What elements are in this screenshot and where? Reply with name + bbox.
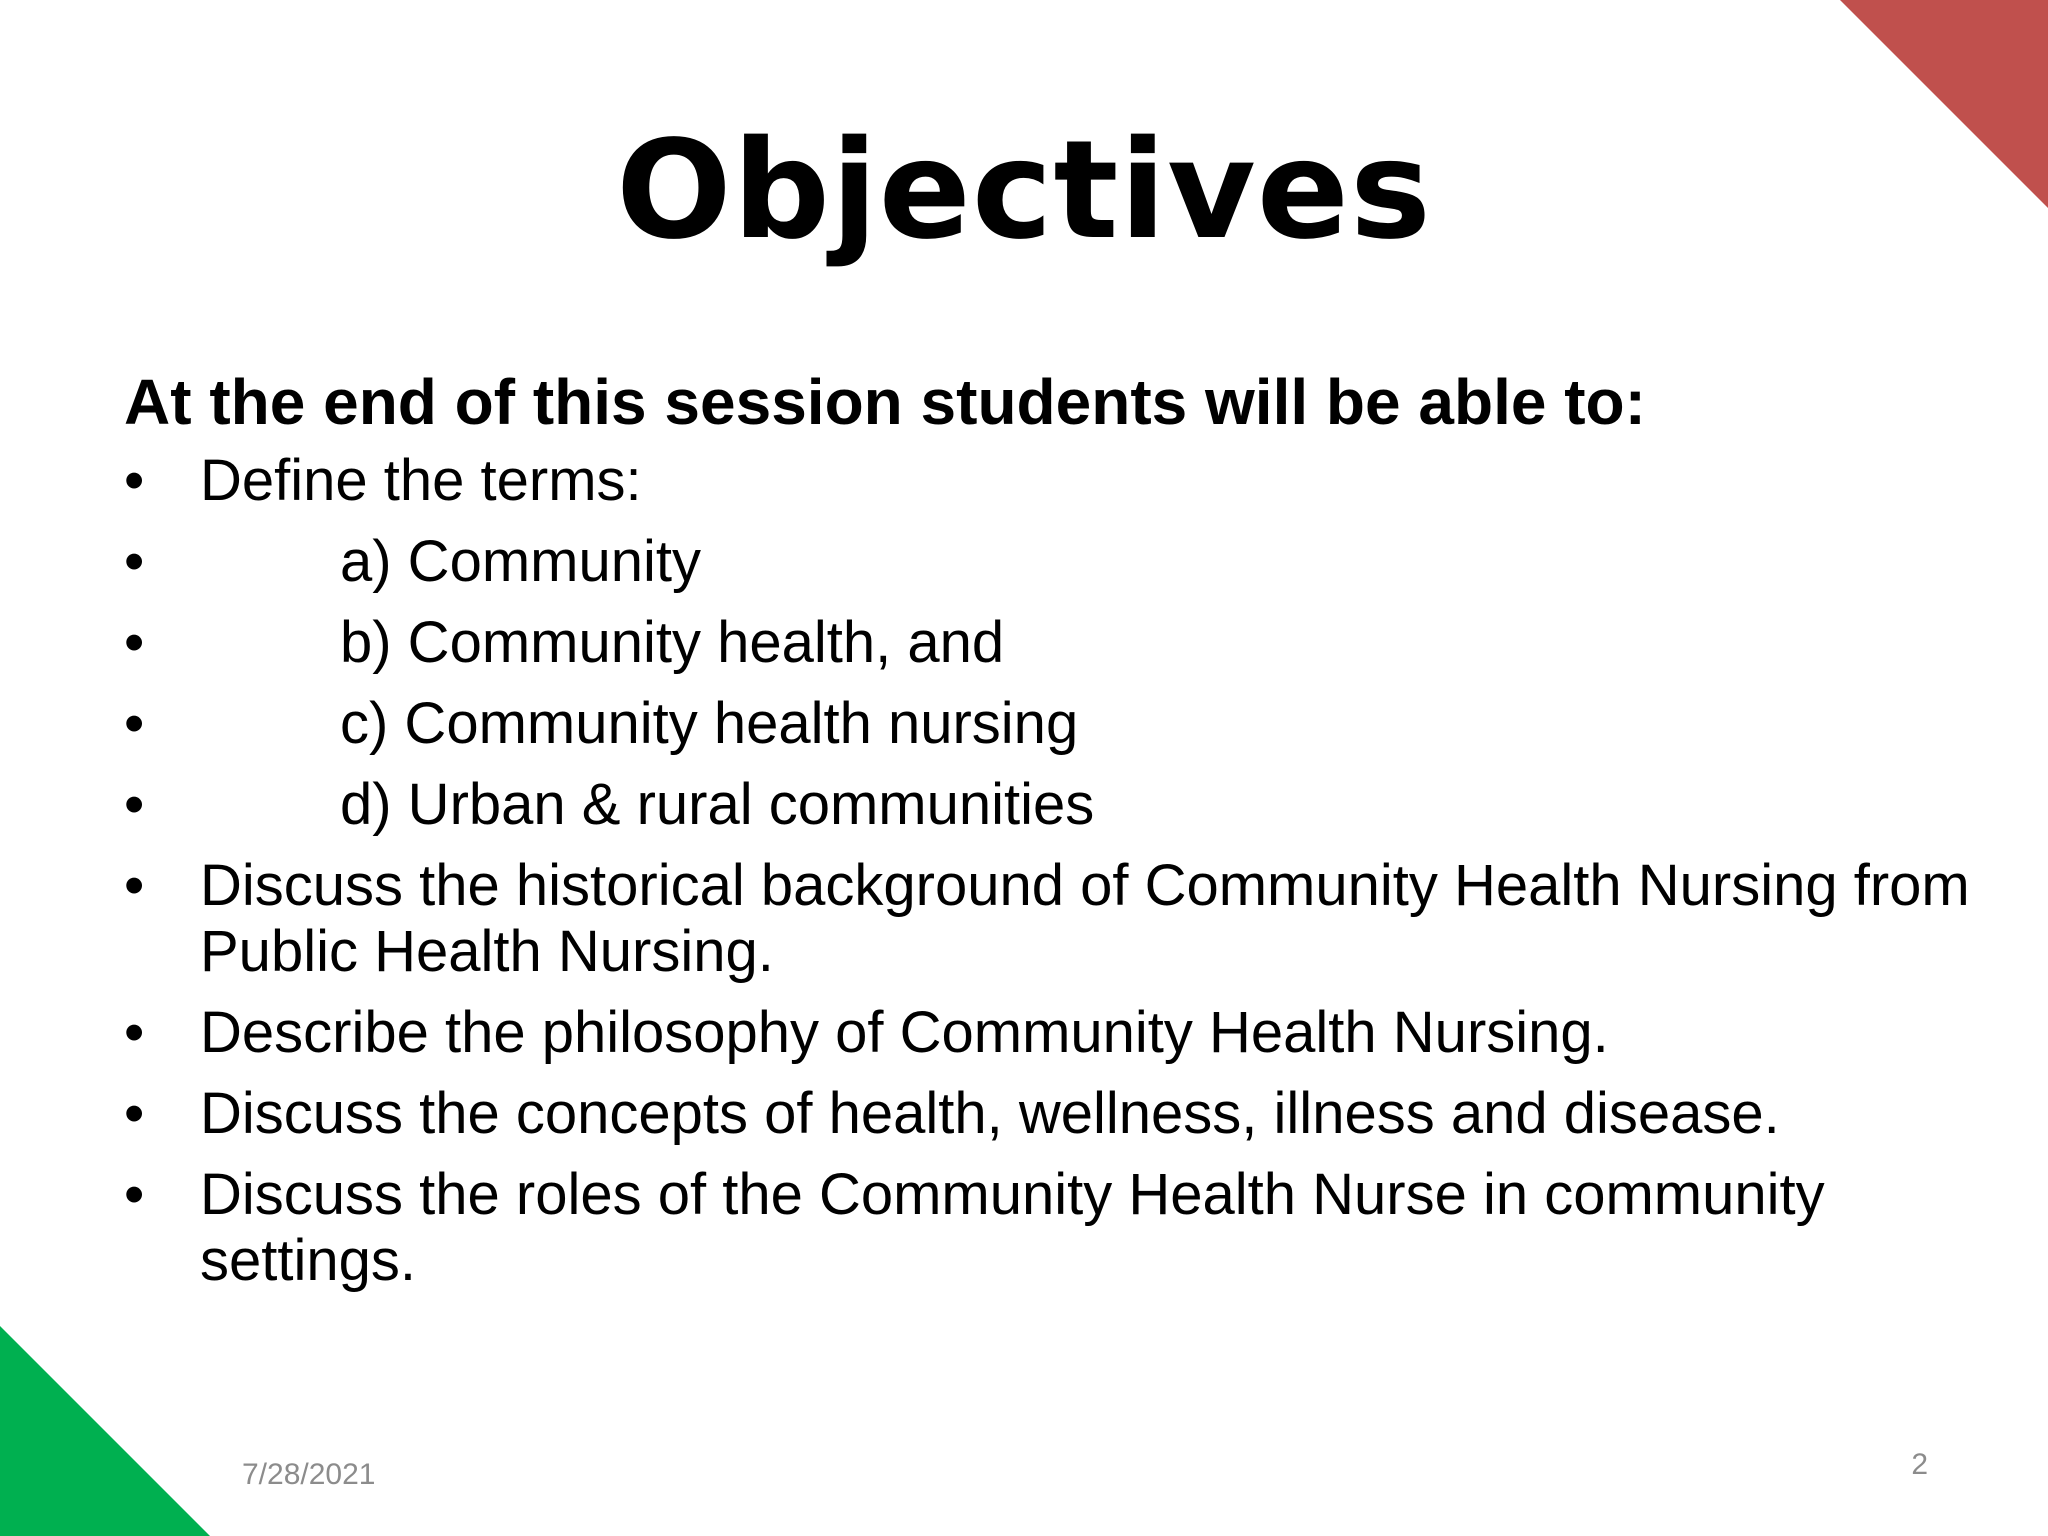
list-item-text: Describe the philosophy of Community Health Nursing. (200, 1000, 1609, 1065)
bullet-icon: • (124, 529, 145, 594)
bullet-icon: • (124, 772, 145, 837)
list-item-text: Discuss the roles of the Community Health Nurse in community settings. (200, 1162, 1825, 1293)
list-item (124, 853, 1984, 985)
list-item-text: Define the terms: (200, 448, 642, 513)
list-item (124, 772, 1984, 838)
list-item-text: a) Community (340, 529, 701, 594)
list-item (124, 1081, 1984, 1147)
objectives-list (124, 448, 1984, 1294)
list-item-text: d) Urban & rural communities (340, 772, 1095, 837)
bullet-icon: • (124, 853, 145, 918)
list-item (124, 529, 1984, 595)
bottom-left-green-triangle (0, 1326, 210, 1536)
list-item-text: b) Community health, and (340, 610, 1005, 675)
bullet-icon: • (124, 1000, 145, 1065)
intro-text: At the end of this session students will be able to: (124, 366, 1646, 438)
bullet-icon: • (124, 610, 145, 675)
list-item (124, 1000, 1984, 1066)
slide-date: 7/28/2021 (242, 1458, 376, 1491)
list-item (124, 1162, 1984, 1294)
bullet-icon: • (124, 448, 145, 513)
bullet-icon: • (124, 1162, 145, 1227)
bullet-icon: • (124, 691, 145, 756)
slide-page-number: 2 (1911, 1448, 1928, 1481)
list-item (124, 691, 1984, 757)
list-item (124, 448, 1984, 514)
list-item-text: Discuss the historical background of Community Health Nursing from Public Health Nursing. (200, 853, 1970, 984)
bullet-icon: • (124, 1081, 145, 1146)
slide-body (124, 360, 1984, 1309)
slide-title: Objectives (616, 112, 1432, 270)
list-item (124, 610, 1984, 676)
list-item-text: c) Community health nursing (340, 691, 1079, 756)
list-item-text: Discuss the concepts of health, wellness, illness and disease. (200, 1081, 1780, 1146)
